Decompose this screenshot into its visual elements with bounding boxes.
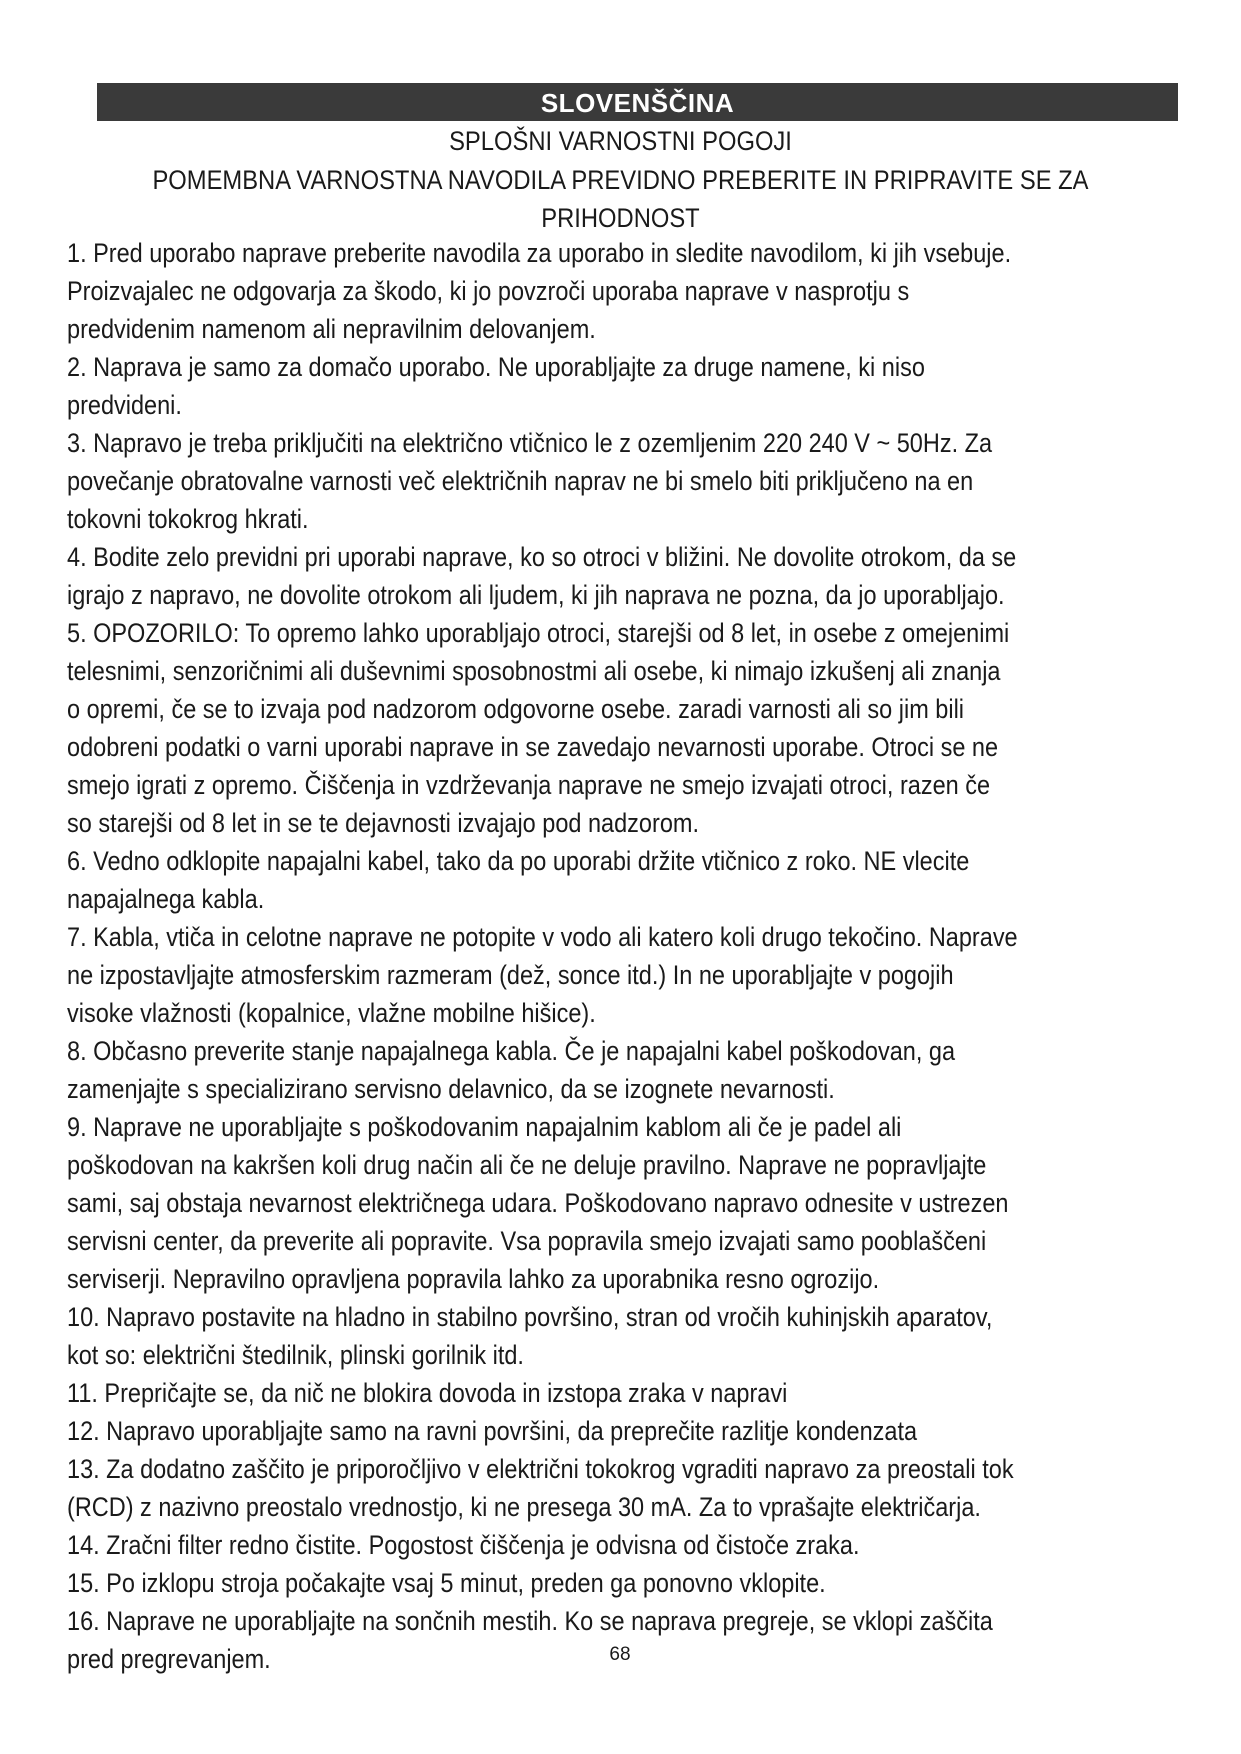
instruction-line: 12. Napravo uporabljajte samo na ravni površini, da preprečite razlitje kondenzata (67, 1416, 918, 1446)
instruction-line: so starejši od 8 let in se te dejavnosti izvajajo pod nadzorom. (67, 808, 699, 838)
instruction-line: visoke vlažnosti (kopalnice, vlažne mobilne hišice). (67, 998, 596, 1028)
instruction-line: napajalnega kabla. (67, 884, 265, 914)
instruction-line: 15. Po izklopu stroja počakajte vsaj 5 minut, preden ga ponovno vklopite. (67, 1568, 826, 1598)
instruction-line: poškodovan na kakršen koli drug način ali če ne deluje pravilno. Naprave ne popravljajte (67, 1150, 987, 1180)
instruction-line: 10. Napravo postavite na hladno in stabilno površino, stran od vročih kuhinjskih aparatov, (67, 1302, 993, 1332)
instruction-line: Proizvajalec ne odgovarja za škodo, ki jo povzroči uporaba naprave v nasprotju s (67, 276, 910, 306)
instruction-line: 6. Vedno odklopite napajalni kabel, tako da po uporabi držite vtičnico z roko. NE vlecite (67, 846, 970, 876)
instruction-line: 3. Napravo je treba priključiti na električno vtičnico le z ozemljenim 220 240 V ~ 50Hz. Za (67, 428, 993, 458)
instruction-line: smejo igrati z opremo. Čiščenja in vzdrževanja naprave ne smejo izvajati otroci, razen če (67, 770, 991, 800)
instruction-line: 7. Kabla, vtiča in celotne naprave ne potopite v vodo ali katero koli drugo tekočino. Naprave (67, 922, 1018, 952)
instruction-line: telesnimi, senzoričnimi ali duševnimi sposobnostmi ali osebe, ki nimajo izkušenj ali znanja (67, 656, 1001, 686)
instruction-line: 8. Občasno preverite stanje napajalnega kabla. Če je napajalni kabel poškodovan, ga (67, 1036, 956, 1066)
instruction-line: 16. Naprave ne uporabljajte na sončnih mestih. Ko se naprava pregreje, se vklopi zaščita (67, 1606, 993, 1636)
section-title: SPLOŠNI VARNOSTNI POGOJI (449, 126, 792, 156)
instruction-line: 5. OPOZORILO: To opremo lahko uporabljajo otroci, starejši od 8 let, in osebe z omejenimi (67, 618, 1010, 648)
instruction-line: 2. Naprava je samo za domačo uporabo. Ne uporabljajte za druge namene, ki niso (67, 352, 925, 382)
instruction-line: pred pregrevanjem. (67, 1644, 271, 1674)
instruction-line: 4. Bodite zelo previdni pri uporabi naprave, ko so otroci v bližini. Ne dovolite otrokom, da se (67, 542, 1017, 572)
instruction-line: ne izpostavljajte atmosferskim razmeram (dež, sonce itd.) In ne uporabljajte v pogojih (67, 960, 954, 990)
instruction-line: servisni center, da preverite ali popravite. Vsa popravila smejo izvajati samo pooblaščeni (67, 1226, 987, 1256)
instruction-line: 9. Naprave ne uporabljajte s poškodovanim napajalnim kablom ali če je padel ali (67, 1112, 902, 1142)
instruction-line: igrajo z napravo, ne dovolite otrokom ali ljudem, ki jih naprava ne pozna, da jo uporabljajo. (67, 580, 1005, 610)
instruction-line: zamenjajte s specializirano servisno delavnico, da se izognete nevarnosti. (67, 1074, 835, 1104)
instruction-line: serviserji. Nepravilno opravljena popravila lahko za uporabnika resno ogrozijo. (67, 1264, 880, 1294)
language-header-bar: SLOVENŠČINA (97, 83, 1178, 121)
instruction-line: tokovni tokokrog hkrati. (67, 504, 309, 534)
instruction-line: povečanje obratovalne varnosti več električnih naprav ne bi smelo biti priključeno na en (67, 466, 974, 496)
instruction-line: kot so: električni štedilnik, plinski gorilnik itd. (67, 1340, 524, 1370)
instruction-line: predvidenim namenom ali nepravilnim delovanjem. (67, 314, 596, 344)
instruction-line: 14. Zračni filter redno čistite. Pogostost čiščenja je odvisna od čistoče zraka. (67, 1530, 860, 1560)
important-notice (127, 162, 1113, 238)
instruction-line: (RCD) z nazivno preostalo vrednostjo, ki ne presega 30 mA. Za to vprašajte električarja. (67, 1492, 981, 1522)
important-notice-line: POMEMBNA VARNOSTNA NAVODILA PREVIDNO PREBERITE IN PRIPRAVITE SE ZA (152, 165, 1089, 195)
instruction-line: odobreni podatki o varni uporabi naprave in se zavedajo nevarnosti uporabe. Otroci se ne (67, 732, 999, 762)
instruction-line: 11. Prepričajte se, da nič ne blokira dovoda in izstopa zraka v napravi (67, 1378, 788, 1408)
important-notice-line: PRIHODNOST (541, 203, 700, 233)
instruction-line: 13. Za dodatno zaščito je priporočljivo v električni tokokrog vgraditi napravo za preostali tok (67, 1454, 1014, 1484)
instruction-line: o opremi, če se to izvaja pod nadzorom odgovorne osebe. zaradi varnosti ali so jim bili (67, 694, 965, 724)
instruction-line: sami, saj obstaja nevarnost električnega udara. Poškodovano napravo odnesite v ustrezen (67, 1188, 1009, 1218)
safety-instructions (67, 234, 1168, 1678)
instruction-line: 1. Pred uporabo naprave preberite navodila za uporabo in sledite navodilom, ki jih vsebuje. (67, 238, 1012, 268)
instruction-line: predvideni. (67, 390, 182, 420)
page-number: 68 (609, 1644, 631, 1665)
